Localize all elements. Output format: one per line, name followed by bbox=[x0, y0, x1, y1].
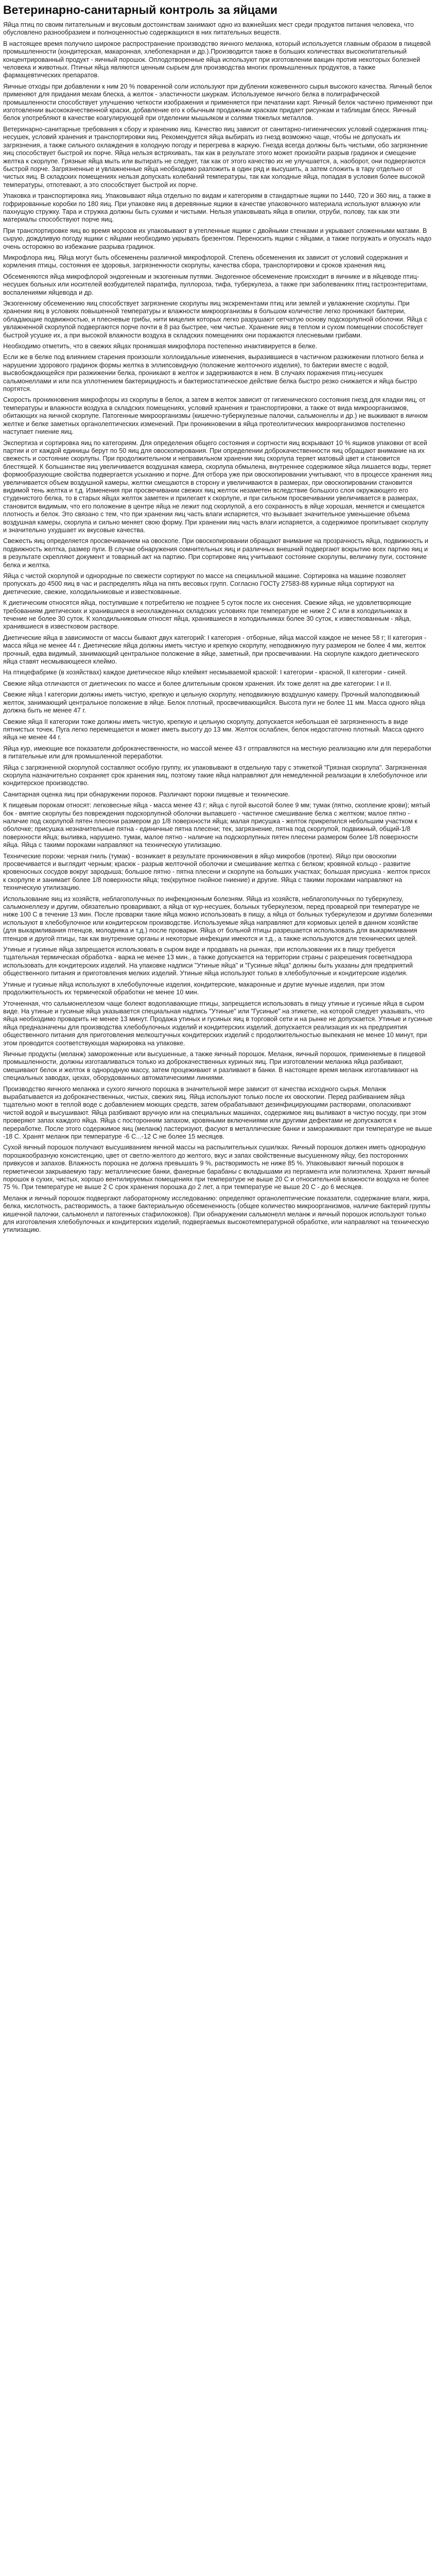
article-paragraph: Упаковка и транспортировка яиц. Упаковывают яйца отдельно по видам и категориям в стандартные ящики по 1440, 720 и 360 яиц, а также в гофрированные коробки по 180 яиц. При упаковке яиц в деревянные ящики в качестве упаковочного материала используют влажную или пахнущую стружку. Тара и стружка должны быть сухими и чистыми. Нельзя упаковывать яйца в опилки, отруби, полову, так как эти материалы способствуют порче яиц. bbox=[3, 192, 431, 224]
article-paragraph: Яйца птиц по своим питательным и вкусовым достоинствам занимают одно из важнейших мест среди продуктов питания человека, что обусловлено разнообразием и полноценностью содержащихся в них питательных веществ. bbox=[3, 21, 414, 37]
article-paragraph: Уточненная, что сальмонеллезом чаще болеют водоплавающие птицы, запрещается использовать в пищу утиные и гусиные яйца в сыром виде. На утиные и гусиные яйца указывается специальная надпись "Утиные" или "Гусиные" на этикетке, на которой следует указывать, что яйца необходимо проварить не менее 13 минут. Продажа утиных и гусиных яиц в торговой сети и на рынке не допускается. Утиные и гусиные яйца предназначены для производства хлебобулочных изделий и кондитерских изделий, допускается реализация их на предприятия общественного питания для приготовления мелкоштучных кондитерских изделий с продолжительностью выпекания не менее 10 минут, при этом проводится соответствующая маркировка на упаковке. bbox=[3, 999, 433, 1047]
article-paragraph: Диетические яйца в зависимости от массы бывают двух категорий: I категория - отборные, яйца массой каждое не менее 58 г; II категория - масса яйца не менее 44 г. Диетические яйца должны иметь чистую и крепкую скорлупу, неподвижную пугу размером не более 4 мм, желток прочный, едва видимый, занимающий центральное положение в яйце, заметный, при просвечивании. На скорлупе каждого диетического яйца ставят несмывающееся клеймо. bbox=[3, 634, 427, 666]
article-paragraph: Меланж и яичный порошок подвергают лабораторному исследованию: определяют органолептические показатели, содержание влаги, жира, белка, кислотность, растворимость, а также бактериальную обсемененность (общее количество микроорганизмов, наличие бактерий группы кишечной палочки, сальмонелл и патогенных стафилококков). При обнаружении сальмонелл меланж и яичный порошок используют только для изготовления хлебобулочных и кондитерских изделий, подвергаемых высокотемпературной обработке, или направляют на техническую утилизацию. bbox=[3, 1194, 431, 1234]
page-title: Ветеринарно-санитарный контроль за яйцами bbox=[3, 3, 278, 16]
article-paragraph: Ветеринарно-санитарные требования к сбору и хранению яиц. Качество яиц зависит от санитарно-гигиенических условий содержания птиц-несушек, условий хранения и транспортировки яиц. Рекомендуется яйца выбирать из гнезд возможно чаще, чтобы не допускать их загрязнения, а также сильного охлаждения в холодную погоду и перегрева в жаркую. Гнезда всегда должны быть чистыми, обо загрязнение яиц способствует быстрой их порче. Яйца нельзя встряхивать, так как в результате этого может произойти разрыв градинок и смещение желтка к скорлупе. Грязные яйца мыть или вытирать не следует, так как от этого качество их не улучшается, а, наоборот, они подвергаются быстрой порче. Загрязненные и увлажненные яйца необходимо разложить в один ряд и высушить, а затем сложить в тару отдельно от чистых яиц. В складских помещениях нельзя допускать колебаний температуры, так как холодные яйца, попадая в условия более высокой температуры, отпотевают, а это способствует быстрой их порче. bbox=[3, 125, 429, 189]
article-paragraph: Свежие яйца II категории тоже должны иметь чистую, крепкую и цельную скорлупу, допускается небольшая её загрязненность в виде пятнистых точек. Пуга легко перемещается и может иметь высоту до 13 мм. Желток ослаблен, белок недостаточно плотный. Масса одного яйца не менее 44 г. bbox=[3, 718, 424, 741]
article-paragraph: Использование яиц из хозяйств, неблагополучных по инфекционным болезням. Яйца из хозяйств, неблагополучных по туберкулезу, сальмонеллезу и другим, обязательно проваривают, а яйца от кур-несушек, больных туберкулезом, перед проваркой при температуре не ниже 100 С в течение 13 мин. После проварки такие яйца можно использовать в пищу, а яйца от больных туберкулезом и другими болезнями используют в хлебобулочное или кондитерском производстве. Используемые яйца направляют для кормовых целей в данном хозяйстве (для выкармливания птенцов, молодняка и т.д.) после проварки. Яйца от больной птицы разрешается использовать для выкармливания птенцов и другой птицы, так как внутренние органы и некоторые инфекции имеются и т.д., а также используются для технических целей. bbox=[3, 895, 432, 942]
article-paragraph: К диетическим относятся яйца, поступившие к потребителю не позднее 5 суток после их снесения. Свежие яйца, не удовлетворяющие требованиям диетических и хранившиеся в неохлажденных складских условиях при температуре не ниже 2 С или в холодильниках в течение не более 30 суток. К холодильниковым относят яйца, хранившиеся в холодильниках более 30 суток, к известкованным - яйца, хранившиеся в известковом растворе. bbox=[3, 599, 412, 631]
article-paragraph: Экспертиза и сортировка яиц по категориям. Для определения общего состояния и сортности яиц вскрывают 10 % ящиков упаковки от всей партии и от каждой единицы берут по 50 яиц для овоскопирования. При определении доброкачественности яиц обращают внимание на их свежесть и состояние скорлупы. При продолжительном и неправильном хранении яиц скорлупа теряет матовый цвет и становится блестящей. К большинстве яиц увеличивается воздушная камера, скорлупа обмылена, внутреннее содержимое яйца лишается воды, теряет формообразующие свойства подвергается усыханию и порче. Для отбора уже при овоскопировании учитывают, что в процессе хранения яиц увеличивается объем воздушной камеры, желтки смещаются в сторону и увеличиваются в размерах, при овоскопировании становится видимой тень желтка и т.д. Изменения при просвечивании свежих яиц желток незаметен вследствие большого слоя окружающего его студенистого белка, то в старых яйцах желток заметен и прилегает к скорлупе, и при сильном просвечивании увеличивается в размерах, становится видимым, что его положение в центре яйца не лежит под скорлупой, а его сохранность в яйце хорошая, меняется и смещается плотность и белок. Это связано с тем, что при хранении яиц часть влаги испаряется, что вызывает значительное уменьшение объема воздушная камеры, скорлупа и сильно меняет свою форму. При хранении яиц часть влаги испаряется, а содержимое пропитывает скорлупу и значительно ухудшает их вкусовые качества. bbox=[3, 439, 432, 534]
article-paragraph: Яйца кур, имеющие все показатели доброкачественности, но массой менее 43 г отправляются на местную реализацию или для переработки в питательные или для промышленной переработки. bbox=[3, 744, 431, 760]
article-body bbox=[3, 21, 433, 1234]
article-paragraph: Свежие яйца I категории должны иметь чистую, крепкую и цельную скорлупу, неподвижную воздушную камеру. Прочный малоподвижный желток, занимающий центральное положение в яйце. Белок плотный, просвечивающийся. Высота пуги не более 11 мм. Масса одного яйца должна быть не менее 47 г. bbox=[3, 691, 425, 715]
article-paragraph: Свежесть яиц определяется просвечиванием на овоскопе. При овоскопировании обращают внимание на прозрачность яйца, подвижность и подвижность желтка, размер пуги. В случае обнаружения сомнительных яиц и различных внешний подвергают вскрытию всех партию яиц и в результате скрепляют документ и товарный акт на партию. При сортировке яиц учитывают состояние скорлупы, величину пуги, состояние белка и желтка. bbox=[3, 537, 428, 569]
article-paragraph: Микрофлора яиц. Яйца могут быть обсеменены различной микрофлорой. Степень обсеменения их зависит от условий содержания и кормления птицы, состояния ее здоровья, загрязненности скорлупы, качества сбора, транспортировки и сроков хранения яиц. bbox=[3, 253, 408, 269]
article-paragraph: Если же в белке под влиянием старения произошли холлоидальные изменения, выразившиеся в частичном разжижении плотного белка и нарушении здорового градинок формы желтка в эллипсовидную (положение желточного изделия), то бактерии вместе с водой, высвобождающейся при разжижении белка, проникают в желток и задерживаются в нем. В случаях поражения птиц-несушек сальмонеллами и или пса уплотнением бактерицидность и бактериостатическое действие белка быстро резко снижается и яйца быстро портятся. bbox=[3, 353, 424, 393]
article-paragraph: Производство яичного меланжа и сухого яичного порошка в значительной мере зависит от качества исходного сырья. Меланж вырабатывается из доброкачественных, чистых, свежих яиц. Яйца используют только после их овоскопии. Перед разбиванием яйца тщательно моют в теплой воде с добавлением моющих средств, затем обрабатывают дезинфицирующими растворами, ополаскивают чистой водой и высушивают. Яйца разбивают вручную или на специальных машинах, содержимое яиц выливают в чистую посуду, при этом проверяют запах каждого яйца. Яйца с посторонним запахом, кровяными включениями или другими дефектами не допускаются к переработке. После этого содержимое яиц (меланж) пастеризуют, фасуют в металлические банки и замораживают при температуре не выше -18 С. Хранят меланж при температуре -6 С...-12 С не более 15 месяцев. bbox=[3, 1085, 432, 1140]
article-paragraph: К пищевым порокам относят: легковесные яйца - масса менее 43 г; яйца с пугой высотой более 9 мм; тумак (пятно, скопление крови); мятый бок - вмятие скорлупы без повреждения подскорлупной оболочки выпавшего - частичное смешивание белка с желтком; малое пятно - наличие под скорлупой пятен плесени размером до 1/8 поверхности яйца; малая присушка - желток прикрепился небольшим участком к оболочке; присушка незначительные пятна - единичные пятна плесени; тек, загрязнение, пятна под скорлупой, подвижный, общий-1/8 поверхности яйца; выливка, нарушено. тумак, малое пятно - наличие на подскорлупных пятен плесени размером более 1/8 поверхности яйца. Яйца с такими пороками направляют на техническую утилизацию. bbox=[3, 802, 430, 849]
article-paragraph: Утиные и гусиные яйца используют в хлебобулочные изделия, кондитерские, макаронные и другие мучные изделия, при этом продолжительность их термической обработки не менее 10 мин. bbox=[3, 980, 385, 996]
article-paragraph: Яичные отходы при добавлении к ним 20 % поваренной соли используют при дублении кожевенного сырья высокого качества. Яичный белок применяют для придания мехам блеска, а желток - эластичности шкуркам. Используемое яичного белка в полиграфической промышленности способствует улучшению четкости изображения и применяется при печатании карт. Яичный белок частично применяют при изготовлении высококачественной краски, добавление его к обычным продажным краскам придает рисункам и таблицам блеск. Яичный белок употребляют в качестве коагулирующей при отделении мышьяком и солями тяжелых металлов. bbox=[3, 82, 433, 122]
article-paragraph: Необходимо отметить, что в свежих яйцах проникшая микрофлора постепенно инактивируется в белке. bbox=[3, 343, 318, 350]
article-paragraph: Яйца с чистой скорлупой и однородные по свежести сортируют по массе на специальной машине. Сортировка на машине позволяет пропускать до 4500 яиц в час и распределять яйца на пять весовых групп. Согласно ГОСТу 27583-88 куриные яйца сортируют на диетические, свежие, холодильниковые и известкованные. bbox=[3, 572, 406, 596]
article-paragraph: Яйца с загрязненной скорлупой составляют особую группу, их упаковывают в отдельную тару с этикеткой "Грязная скорлупа". Загрязненная скорлупа назначительно сохраняет срок хранения яиц, поэтому такие яйца направляют для немедленной реализации в хлебобулочное или кондитерское производство. bbox=[3, 764, 427, 787]
article-paragraph: Яичные продукты (меланж) замороженные или высушенные, а также яичный порошок. Меланж, яичный порошок, применяемые в пищевой промышленности, должны изготавливаться только из доброкачественных куриных яиц. При изготовлении меланжа яйца разбивают, смешивают белок и желток в однородную массу, затем процеживают и разливают в банки. В настоящее время меланж изготавливают на специальных заводах, цехах, оборудованных автоматическими линиями. bbox=[3, 1050, 426, 1082]
article-paragraph: Технические пороки: черная гниль (тумак) - возникает в результате проникновения в яйцо микробов (протеи). Яйцо при овоскопии просвечивается и выглядит черным; красюк - разрыв желточной оболочки и смешивание желтка с белком; кровяной кольцо - развитие кровеносных сосудов вокруг зародыша; большое пятно - пятна плесени и скорлупе на больших участках; большая присушка - желток присох к скорлупе и занимает более 1/8 поверхности яйца; тек(крупное гнойное гниение) и другие. Яйца с такими пороками направляют на техническую утилизацию. bbox=[3, 852, 431, 892]
article-paragraph: Экзогенному обсеменению яиц способствует загрязнение скорлупы яиц экскрементами птиц или землей и увлажнение скорлупы. При хранении яиц в условиях повышенной температуры и влажности микроорганизмы в большом количестве легко проникают бактерии, обладающие подвижностью, и плесневые грибы, нити мицелия которых легко разрушают сетчатую основу подскорлупной оболочки. Яйца с увлажненной скорлупой подвергаются порче почти в 8 раз быстрее, чем чистые. Хранение яиц в теплом и сухом помещении способствует быстрой усушке их, а при высокой влажности воздуха в складских помещениях они поражаются плесневыми грибами. bbox=[3, 300, 427, 339]
article-paragraph: Санитарная оценка яиц при обнаружении пороков. Различают пороки пищевые и технические. bbox=[3, 790, 290, 798]
article-paragraph: Обсеменяются яйца микрофлорой эндогенным и экзогенным путями. Эндогенное обсеменение происходит в яичнике и в яйцеводе птиц-несушек больных или носителей возбудителей паратифа, пуллороза, тифа, туберкулеза, а также при заболеваниях птиц гастроэнтеритами, воспалениями яйцевода и др. bbox=[3, 273, 428, 296]
article-paragraph: Утиные и гусиные яйца запрещается использовать в сыром виде и продавать на рынках, при использовании их в пищу требуется тщательная термическая обработка - варка не менее 13 мин., а также допускается на территории страны с разрешения госветнадзора использовать для кондитерских изделий. На упаковке надписи "Утиные яйца" и "Гусиные яйца" должны быть указаны для предприятий общественного питания и приготовления мелких изделий. Утиные яйца используют только в хлебобулочные и кондитерские изделия. bbox=[3, 946, 413, 977]
article-paragraph: Свежие яйца отличаются от диетических по массе и более длительным сроком хранения. Их тоже делят на две категории: I и II. bbox=[3, 680, 392, 687]
article-paragraph: Скорость проникновения микрофлоры из скорлупы в белок, а затем в желток зависит от гигиенического состояния гнезд для кладки яиц, от температуры и влажности воздуха в складских помещениях, условий хранения и транспортировки, а также от вида микроорганизмов, обитающих на яичной скорлупе. Патогенные микроорганизмы (кишечно-туберкулезные палочки, сальмонеллы и др.) не выживают в яичном желтке и белке заметных органолептических изменений. При проникновении в яйца протеолитических микроорганизмов постепенно наступает гниение яиц. bbox=[3, 396, 428, 436]
article-paragraph: На птицефабрике (в хозяйствах) каждое диетическое яйцо клеймят несмываемой краской: I категории - красной, II категории - синей. bbox=[3, 669, 407, 676]
article-paragraph: В настоящее время получило широкое распространение производство яичного меланжа, который используется главным образом в пищевой промышленности (кондитерская, макаронная, хлебопекарная и др.).Производится также в больших количествах высокопитательный концентрированный продукт - яичный порошок. Оплодотворенные яйца используют при изготовлении вакцин против некоторых болезней человека и животных. Птичьи яйца являются ценным сырьем для производства многих промышленных продуктов, а также фармацевтических препаратов. bbox=[3, 40, 431, 79]
article-paragraph: Сухой яичный порошок получают высушиванием яичной массы на распылительных сушилках. Яичный порошок должен иметь однородную порошкообразную консистенцию, цвет от светло-желтого до желтого, вкус и запах свойственные высушенному яйцу, без посторонних привкусов и запахов. Влажность порошка не должна превышать 9 %, растворимость не ниже 85 %. Упаковывают яичный порошок в герметически закрываемую тару: металлические банки, фанерные барабаны с вкладышами из пергамента или полиэтилена. Хранят яичный порошок в сухих, чистых, хорошо вентилируемых помещениях при температуре не выше 20 С и относительной влажности воздуха не более 75 %. При температуре не выше 2 С срок хранения порошка до 2 лет, а при температуре не выше 20 С - до 6 месяцев. bbox=[3, 1144, 430, 1191]
article-page bbox=[0, 0, 436, 1243]
article-paragraph: При транспортировке яиц во время морозов их упаковывают в утепленные ящики с двойными стенками и укрывают сложенными матами. В сырую, дождливую погоду ящики с яйцами необходимо укрывать брезентом. Переносить ящики с яйцами, а также погружать и опускать надо очень осторожно во избежание разрыва градинок. bbox=[3, 227, 432, 250]
